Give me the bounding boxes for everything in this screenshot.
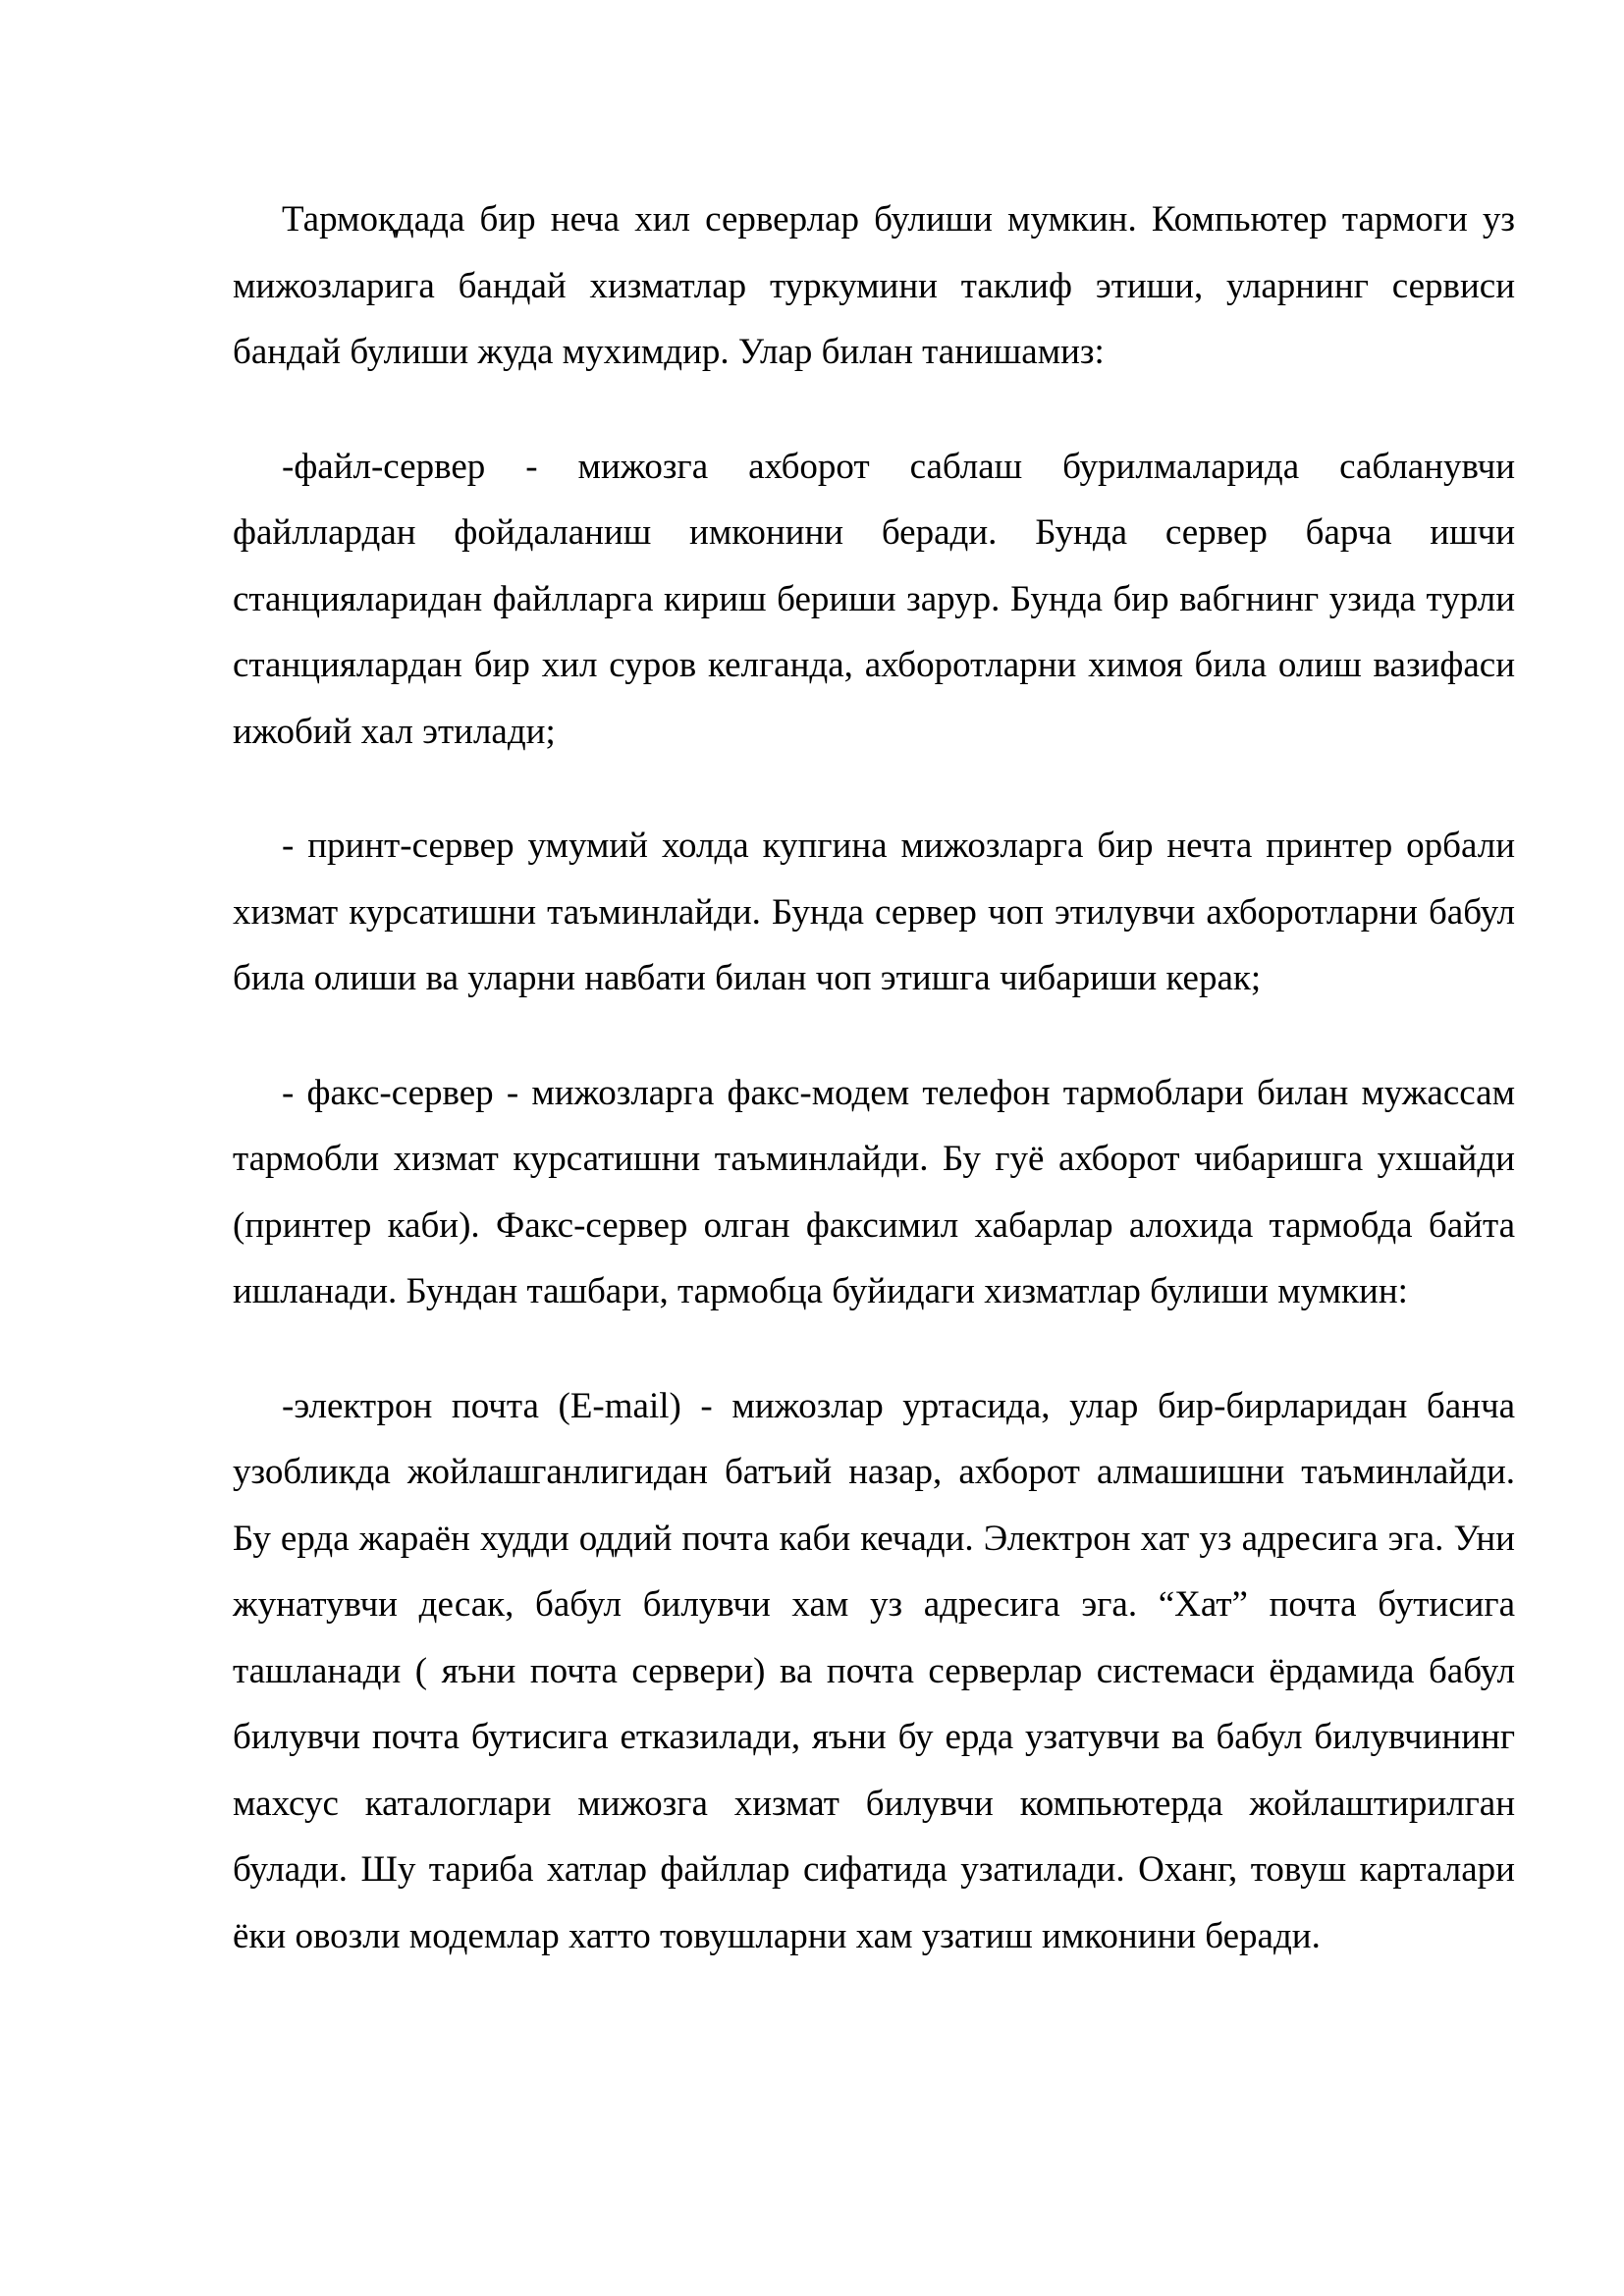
paragraph-email: -электрон почта (E-mail) - мижозлар уртасида, улар бир-бирларидан банча узобликда жойлашганлигидан батъий назар, ахборот алмашишни таъминлайди. Бу ерда жараён худди оддий почта каби кечади. Электрон хат уз адресига эга. Уни жунатувчи десак, бабул билувчи хам уз адресига эга. “Хат” почта бутисига ташланади ( яъни почта сервери) ва почта серверлар системаси ёрдамида бабул билувчи почта бутисига етказилади, яъни бу ерда узатувчи ва бабул билувчининг махсус каталоглари мижозга хизмат билувчи компьютерда жойлаштирилган булади. Шу тариба хатлар файллар сифатида узатилади. Оханг, товуш карталари ёки овозли модемлар хатто товушларни хам узатиш имконини беради. [233,1385,1515,1956]
document-page [233,187,1515,1969]
paragraph-servers-intro: Тармоқдада бир неча хил серверлар булиши мумкин. Компьютер тармоги уз мижозларига бандай хизматлар туркумини таклиф этиши, уларнинг сервиси бандай булиши жуда мухимдир. Улар билан танишамиз: [233,199,1515,372]
paragraph-print-server: - принт-сервер умумий холда купгина мижозларга бир нечта принтер орбали хизмат курсатишни таъминлайди. Бунда сервер чоп этилувчи ахборотларни бабул била олиши ва уларни навбати билан чоп этишга чибариши керак; [233,826,1515,998]
paragraph-fax-server: - факс-сервер - мижозларга факс-модем телефон тармоблари билан мужассам тармобли хизмат курсатишни таъминлайди. Бу гуё ахборот чибаришга ухшайди (принтер каби). Факс-сервер олган факсимил хабарлар алохида тармобда байта ишланади. Бундан ташбари, тармобца буйидаги хизматлар булиши мумкин: [233,1072,1515,1311]
paragraph-file-server: -файл-сервер - мижозга ахборот саблаш бурилмаларида сабланувчи файллардан фойдаланиш имконини беради. Бунда сервер барча ишчи станцияларидан файлларга кириш бериши зарур. Бунда бир вабгнинг узида турли станциялардан бир хил суров келганда, ахборотларни химоя била олиш вазифаси ижобий хал этилади; [233,446,1515,752]
